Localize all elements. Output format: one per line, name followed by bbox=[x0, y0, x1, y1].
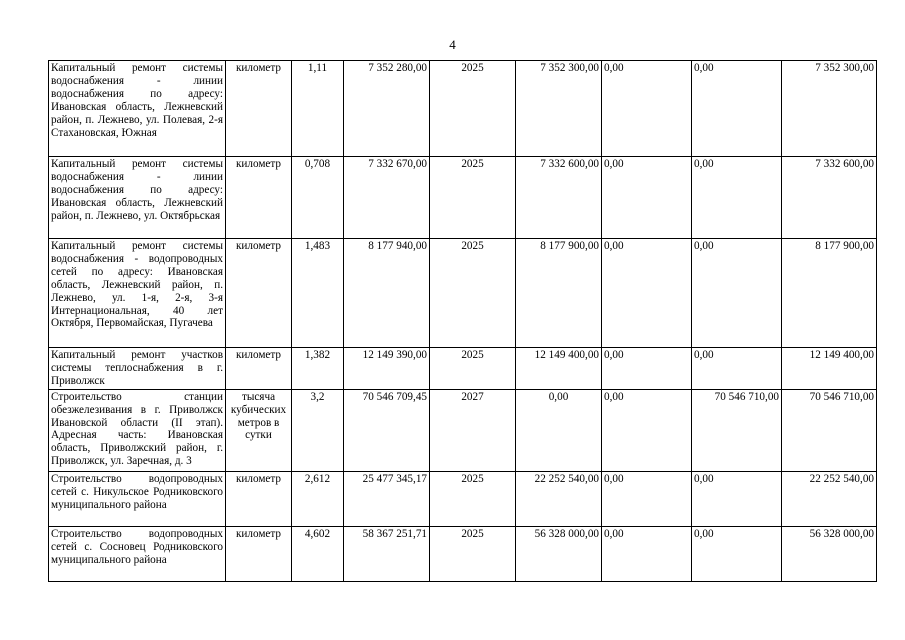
investment-table bbox=[48, 60, 877, 582]
unit: километр bbox=[226, 61, 292, 157]
amount-2: 0,00 bbox=[602, 389, 692, 471]
capacity: 1,11 bbox=[292, 61, 344, 157]
page-number: 4 bbox=[449, 37, 456, 52]
object-name: Капитальный ремонт системы водоснабжения - водопроводных сетей по адресу: Ивановская область, Лежневский район, п. Лежнево, ул. 1-я, 2-я, 3-я Интернациональная, 40 лет Октября, Первомайская, Пугачева bbox=[49, 239, 226, 348]
capacity: 4,602 bbox=[292, 526, 344, 581]
amount-2: 0,00 bbox=[602, 471, 692, 526]
unit: тысяча кубических метров в сутки bbox=[226, 389, 292, 471]
unit: километр bbox=[226, 471, 292, 526]
year: 2025 bbox=[430, 348, 516, 390]
capacity: 1,483 bbox=[292, 239, 344, 348]
object-name: Капитальный ремонт системы водоснабжения - линии водоснабжения по адресу: Ивановская область, Лежневский район, п. Лежнево, ул. Полевая, 2-я Стахановская, Южная bbox=[49, 61, 226, 157]
estimated-cost: 12 149 390,00 bbox=[344, 348, 430, 390]
amount-1: 7 352 300,00 bbox=[516, 61, 602, 157]
object-name: Строительство водопроводных сетей с. Сосновец Родниковского муниципального района bbox=[49, 526, 226, 581]
amount-total: 7 352 300,00 bbox=[782, 61, 877, 157]
amount-2: 0,00 bbox=[602, 61, 692, 157]
table-row bbox=[49, 157, 877, 239]
estimated-cost: 7 332 670,00 bbox=[344, 157, 430, 239]
object-name: Строительство станции обезжелезивания в г. Приволжск Ивановской области (II этап). Адресная часть: Ивановская область, Приволжский район, г. Приволжск, ул. Заречная, д. 3 bbox=[49, 389, 226, 471]
unit: километр bbox=[226, 526, 292, 581]
amount-3: 0,00 bbox=[692, 471, 782, 526]
estimated-cost: 70 546 709,45 bbox=[344, 389, 430, 471]
table-row bbox=[49, 471, 877, 526]
amount-1: 22 252 540,00 bbox=[516, 471, 602, 526]
object-name: Капитальный ремонт системы водоснабжения - линии водоснабжения по адресу: Ивановская область, Лежневский район, п. Лежнево, ул. Октябрьская bbox=[49, 157, 226, 239]
amount-3: 0,00 bbox=[692, 348, 782, 390]
amount-1: 0,00 bbox=[516, 389, 602, 471]
amount-3: 0,00 bbox=[692, 239, 782, 348]
year: 2027 bbox=[430, 389, 516, 471]
unit: километр bbox=[226, 239, 292, 348]
year: 2025 bbox=[430, 526, 516, 581]
table-row bbox=[49, 348, 877, 390]
table-row bbox=[49, 389, 877, 471]
amount-2: 0,00 bbox=[602, 157, 692, 239]
year: 2025 bbox=[430, 157, 516, 239]
unit: километр bbox=[226, 157, 292, 239]
amount-3: 0,00 bbox=[692, 61, 782, 157]
amount-total: 70 546 710,00 bbox=[782, 389, 877, 471]
table-row bbox=[49, 526, 877, 581]
capacity: 1,382 bbox=[292, 348, 344, 390]
amount-1: 12 149 400,00 bbox=[516, 348, 602, 390]
amount-2: 0,00 bbox=[602, 348, 692, 390]
amount-total: 7 332 600,00 bbox=[782, 157, 877, 239]
object-name: Строительство водопроводных сетей с. Никульское Родниковского муниципального района bbox=[49, 471, 226, 526]
year: 2025 bbox=[430, 239, 516, 348]
year: 2025 bbox=[430, 471, 516, 526]
capacity: 2,612 bbox=[292, 471, 344, 526]
amount-total: 8 177 900,00 bbox=[782, 239, 877, 348]
estimated-cost: 7 352 280,00 bbox=[344, 61, 430, 157]
capacity: 3,2 bbox=[292, 389, 344, 471]
amount-1: 7 332 600,00 bbox=[516, 157, 602, 239]
amount-3: 0,00 bbox=[692, 526, 782, 581]
amount-3: 70 546 710,00 bbox=[692, 389, 782, 471]
amount-total: 12 149 400,00 bbox=[782, 348, 877, 390]
table-row bbox=[49, 61, 877, 157]
unit: километр bbox=[226, 348, 292, 390]
estimated-cost: 8 177 940,00 bbox=[344, 239, 430, 348]
amount-3: 0,00 bbox=[692, 157, 782, 239]
object-name: Капитальный ремонт участков системы теплоснабжения в г. Приволжск bbox=[49, 348, 226, 390]
amount-1: 8 177 900,00 bbox=[516, 239, 602, 348]
table-row bbox=[49, 239, 877, 348]
estimated-cost: 25 477 345,17 bbox=[344, 471, 430, 526]
amount-total: 22 252 540,00 bbox=[782, 471, 877, 526]
amount-2: 0,00 bbox=[602, 239, 692, 348]
capacity: 0,708 bbox=[292, 157, 344, 239]
estimated-cost: 58 367 251,71 bbox=[344, 526, 430, 581]
year: 2025 bbox=[430, 61, 516, 157]
amount-total: 56 328 000,00 bbox=[782, 526, 877, 581]
amount-2: 0,00 bbox=[602, 526, 692, 581]
amount-1: 56 328 000,00 bbox=[516, 526, 602, 581]
